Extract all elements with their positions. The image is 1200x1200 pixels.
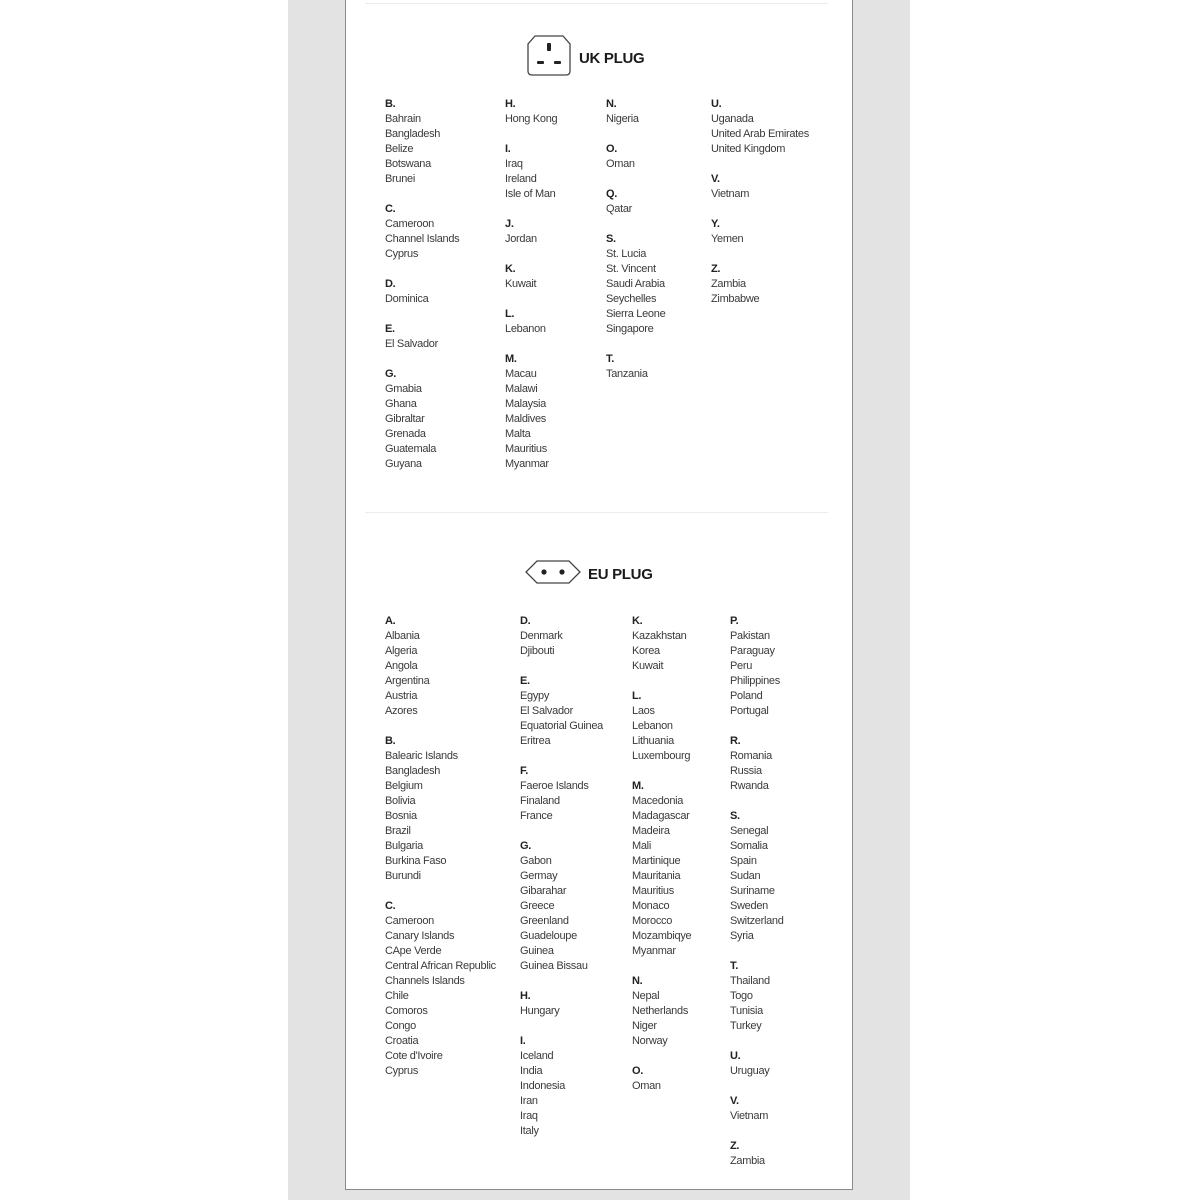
country-name: Bahrain [385, 113, 421, 125]
country-name: Mauritius [505, 443, 547, 455]
letter-heading: G. [385, 368, 397, 380]
country-name: El Salvador [520, 705, 573, 717]
country-name: Ghana [385, 398, 417, 410]
country-name: Guatemala [385, 443, 437, 455]
eu-column-1 [385, 614, 496, 1094]
country-name: Burundi [385, 870, 421, 882]
country-name: Isle of Man [505, 188, 556, 200]
country-name: Norway [632, 1035, 668, 1047]
country-name: Belize [385, 143, 414, 155]
country-name: Poland [730, 690, 763, 702]
country-name: Zambia [711, 278, 746, 290]
eu-column-3 [632, 614, 691, 1109]
letter-heading: L. [505, 308, 515, 320]
country-name: Dominica [385, 293, 429, 305]
eu-letter-group [730, 1094, 784, 1124]
country-name: CApe Verde [385, 945, 442, 957]
country-name: Singapore [606, 323, 654, 335]
letter-heading: A. [385, 615, 396, 627]
country-name: Macedonia [632, 795, 684, 807]
eu-letter-group [632, 1064, 691, 1094]
eu-letter-group [730, 959, 784, 1034]
eu-plug-heading [524, 559, 653, 590]
country-name: Belgium [385, 780, 423, 792]
eu-letter-group [632, 614, 691, 674]
eu-letter-group [520, 614, 603, 659]
country-name: Uganada [711, 113, 754, 125]
country-name: Kazakhstan [632, 630, 687, 642]
country-name: France [520, 810, 553, 822]
country-name: United Kingdom [711, 143, 786, 155]
country-name: Gabon [520, 855, 552, 867]
letter-heading: C. [385, 203, 396, 215]
uk-letter-group [711, 217, 809, 247]
country-name: Germay [520, 870, 558, 882]
country-name: Faeroe Islands [520, 780, 589, 792]
country-name: Laos [632, 705, 655, 717]
country-name: Morocco [632, 915, 673, 927]
country-name: Turkey [730, 1020, 762, 1032]
country-name: United Arab Emirates [711, 128, 809, 140]
eu-letter-group [520, 989, 603, 1019]
country-name: Sudan [730, 870, 761, 882]
country-name: Malawi [505, 383, 538, 395]
letter-heading: J. [505, 218, 514, 230]
eu-letter-group [520, 1034, 603, 1139]
country-name: Uruguay [730, 1065, 770, 1077]
country-name: Senegal [730, 825, 769, 837]
country-name: Zambia [730, 1155, 765, 1167]
country-name: Luxembourg [632, 750, 691, 762]
country-name: India [520, 1065, 543, 1077]
uk-letter-group [606, 232, 665, 337]
country-name: El Salvador [385, 338, 438, 350]
country-name: Bosnia [385, 810, 417, 822]
country-name: Guinea [520, 945, 554, 957]
country-name: Finaland [520, 795, 560, 807]
country-name: Myanmar [632, 945, 676, 957]
country-name: Brazil [385, 825, 411, 837]
country-name: St. Lucia [606, 248, 647, 260]
country-name: Macau [505, 368, 537, 380]
country-name: Angola [385, 660, 418, 672]
uk-letter-group [505, 307, 557, 337]
country-name: Cyprus [385, 1065, 419, 1077]
letter-heading: V. [730, 1095, 739, 1107]
country-name: Monaco [632, 900, 670, 912]
uk-column-3 [606, 97, 665, 397]
country-name: Denmark [520, 630, 563, 642]
country-name: Pakistan [730, 630, 770, 642]
uk-column-4 [711, 97, 809, 322]
country-name: Balearic Islands [385, 750, 458, 762]
uk-letter-group [711, 172, 809, 202]
country-name: Hong Kong [505, 113, 558, 125]
uk-letter-group [606, 187, 665, 217]
uk-letter-group [385, 322, 459, 352]
country-name: Comoros [385, 1005, 428, 1017]
letter-heading: K. [632, 615, 643, 627]
country-name: Gibraltar [385, 413, 425, 425]
country-name: Hungary [520, 1005, 560, 1017]
eu-plug-icon [524, 559, 582, 590]
country-name: Malaysia [505, 398, 547, 410]
country-name: Mali [632, 840, 651, 852]
eu-letter-group [730, 1139, 784, 1169]
country-name: Martinique [632, 855, 681, 867]
country-name: Brunei [385, 173, 415, 185]
country-name: Zimbabwe [711, 293, 760, 305]
country-name: Iraq [520, 1110, 538, 1122]
country-name: Jordan [505, 233, 537, 245]
letter-heading: B. [385, 98, 396, 110]
country-name: Canary Islands [385, 930, 455, 942]
country-name: Vietnam [730, 1110, 769, 1122]
letter-heading: Z. [711, 263, 721, 275]
country-name: Guyana [385, 458, 422, 470]
country-name: Croatia [385, 1035, 419, 1047]
letter-heading: P. [730, 615, 739, 627]
letter-heading: N. [606, 98, 617, 110]
country-name: Congo [385, 1020, 416, 1032]
country-name: Gibarahar [520, 885, 567, 897]
uk-letter-group [711, 262, 809, 307]
country-name: Nigeria [606, 113, 639, 125]
country-name: Bolivia [385, 795, 416, 807]
country-name: Tanzania [606, 368, 648, 380]
letter-heading: H. [505, 98, 516, 110]
country-name: Bangladesh [385, 128, 441, 140]
eu-letter-group [632, 689, 691, 764]
country-name: Suriname [730, 885, 775, 897]
letter-heading: Y. [711, 218, 720, 230]
country-name: Mauritania [632, 870, 681, 882]
country-name: Greece [520, 900, 555, 912]
letter-heading: V. [711, 173, 720, 185]
country-name: Lebanon [505, 323, 546, 335]
letter-heading: O. [606, 143, 618, 155]
uk-column-1 [385, 97, 459, 487]
uk-letter-group [505, 352, 557, 472]
letter-heading: M. [632, 780, 644, 792]
country-name: Thailand [730, 975, 770, 987]
country-name: Yemen [711, 233, 744, 245]
letter-heading: C. [385, 900, 396, 912]
country-name: Kuwait [505, 278, 537, 290]
uk-letter-group [505, 262, 557, 292]
eu-letter-group [385, 734, 496, 884]
letter-heading: D. [385, 278, 396, 290]
country-name: Iceland [520, 1050, 554, 1062]
uk-plug-heading [525, 33, 644, 83]
country-name: Guadeloupe [520, 930, 577, 942]
country-name: Cameroon [385, 915, 434, 927]
eu-letter-group [520, 674, 603, 749]
country-name: Niger [632, 1020, 657, 1032]
country-name: Seychelles [606, 293, 657, 305]
country-name: Sweden [730, 900, 768, 912]
eu-letter-group [385, 614, 496, 719]
country-name: Malta [505, 428, 531, 440]
eu-letter-group [730, 614, 784, 719]
country-name: Channels Islands [385, 975, 465, 987]
country-name: Iraq [505, 158, 523, 170]
eu-letter-group [632, 974, 691, 1049]
letter-heading: E. [385, 323, 395, 335]
country-name: Russia [730, 765, 762, 777]
uk-plug-icon [525, 33, 573, 83]
country-name: Oman [632, 1080, 661, 1092]
eu-letter-group [730, 809, 784, 944]
country-name: Chile [385, 990, 409, 1002]
uk-letter-group [505, 97, 557, 127]
country-name: Gmabia [385, 383, 422, 395]
letter-heading: H. [520, 990, 531, 1002]
country-name: Burkina Faso [385, 855, 447, 867]
country-name: Portugal [730, 705, 769, 717]
letter-heading: I. [505, 143, 511, 155]
uk-letter-group [385, 202, 459, 262]
eu-plug-title: EU PLUG [588, 566, 653, 583]
uk-letter-group [606, 142, 665, 172]
country-name: Grenada [385, 428, 426, 440]
country-name: Botswana [385, 158, 431, 170]
country-name: Qatar [606, 203, 633, 215]
country-name: Algeria [385, 645, 418, 657]
uk-letter-group [385, 277, 459, 307]
eu-letter-group [730, 1049, 784, 1079]
uk-letter-group [711, 97, 809, 157]
letter-heading: M. [505, 353, 517, 365]
country-name: Myanmar [505, 458, 549, 470]
country-name: Bangladesh [385, 765, 441, 777]
country-name: Sierra Leone [606, 308, 666, 320]
country-name: Iran [520, 1095, 538, 1107]
country-name: Italy [520, 1125, 539, 1137]
eu-letter-group [520, 839, 603, 974]
country-name: Indonesia [520, 1080, 566, 1092]
country-name: Mauritius [632, 885, 674, 897]
letter-heading: N. [632, 975, 643, 987]
country-name: Oman [606, 158, 635, 170]
country-name: Albania [385, 630, 420, 642]
country-name: Rwanda [730, 780, 769, 792]
country-name: Greenland [520, 915, 569, 927]
country-name: Syria [730, 930, 754, 942]
uk-letter-group [385, 97, 459, 187]
country-name: Guinea Bissau [520, 960, 588, 972]
eu-column-2 [520, 614, 603, 1154]
letter-heading: B. [385, 735, 396, 747]
country-name: Nepal [632, 990, 660, 1002]
country-name: Togo [730, 990, 753, 1002]
country-name: Eritrea [520, 735, 551, 747]
letter-heading: E. [520, 675, 530, 687]
country-name: Kuwait [632, 660, 664, 672]
letter-heading: U. [711, 98, 722, 110]
country-name: Maldives [505, 413, 547, 425]
letter-heading: S. [730, 810, 740, 822]
letter-heading: T. [606, 353, 614, 365]
uk-letter-group [505, 142, 557, 202]
country-name: Djibouti [520, 645, 555, 657]
country-name: Korea [632, 645, 660, 657]
country-name: Madagascar [632, 810, 690, 822]
eu-column-4 [730, 614, 784, 1184]
uk-letter-group [606, 352, 665, 382]
country-name: Paraguay [730, 645, 775, 657]
country-name: Vietnam [711, 188, 750, 200]
country-name: Cameroon [385, 218, 434, 230]
letter-heading: Q. [606, 188, 618, 200]
country-name: Cyprus [385, 248, 419, 260]
letter-heading: T. [730, 960, 738, 972]
country-name: Lithuania [632, 735, 674, 747]
letter-heading: S. [606, 233, 616, 245]
uk-letter-group [505, 217, 557, 247]
country-name: Equatorial Guinea [520, 720, 603, 732]
letter-heading: U. [730, 1050, 741, 1062]
country-name: Tunisia [730, 1005, 763, 1017]
section-divider [365, 512, 828, 513]
country-name: St. Vincent [606, 263, 656, 275]
eu-letter-group [632, 779, 691, 959]
country-name: Mozambiqye [632, 930, 692, 942]
country-name: Azores [385, 705, 418, 717]
letter-heading: L. [632, 690, 642, 702]
country-name: Channel Islands [385, 233, 460, 245]
eu-letter-group [730, 734, 784, 794]
letter-heading: Z. [730, 1140, 740, 1152]
letter-heading: K. [505, 263, 516, 275]
country-name: Somalia [730, 840, 768, 852]
country-name: Netherlands [632, 1005, 689, 1017]
country-name: Argentina [385, 675, 430, 687]
uk-column-2 [505, 97, 557, 487]
country-name: Bulgaria [385, 840, 423, 852]
letter-heading: O. [632, 1065, 644, 1077]
country-name: Peru [730, 660, 753, 672]
letter-heading: I. [520, 1035, 526, 1047]
country-name: Spain [730, 855, 757, 867]
country-name: Egypy [520, 690, 550, 702]
country-name: Central African Republic [385, 960, 496, 972]
letter-heading: F. [520, 765, 528, 777]
country-name: Romania [730, 750, 772, 762]
country-name: Switzerland [730, 915, 784, 927]
letter-heading: R. [730, 735, 741, 747]
country-name: Saudi Arabia [606, 278, 665, 290]
country-name: Philippines [730, 675, 780, 687]
country-name: Austria [385, 690, 418, 702]
country-name: Madeira [632, 825, 670, 837]
country-name: Ireland [505, 173, 537, 185]
country-name: Lebanon [632, 720, 673, 732]
country-name: Cote d'Ivoire [385, 1050, 443, 1062]
uk-letter-group [385, 367, 459, 472]
eu-letter-group [520, 764, 603, 824]
uk-plug-title: UK PLUG [579, 49, 645, 67]
letter-heading: G. [520, 840, 532, 852]
eu-letter-group [385, 899, 496, 1079]
letter-heading: D. [520, 615, 531, 627]
top-divider [365, 3, 828, 4]
uk-letter-group [606, 97, 665, 127]
